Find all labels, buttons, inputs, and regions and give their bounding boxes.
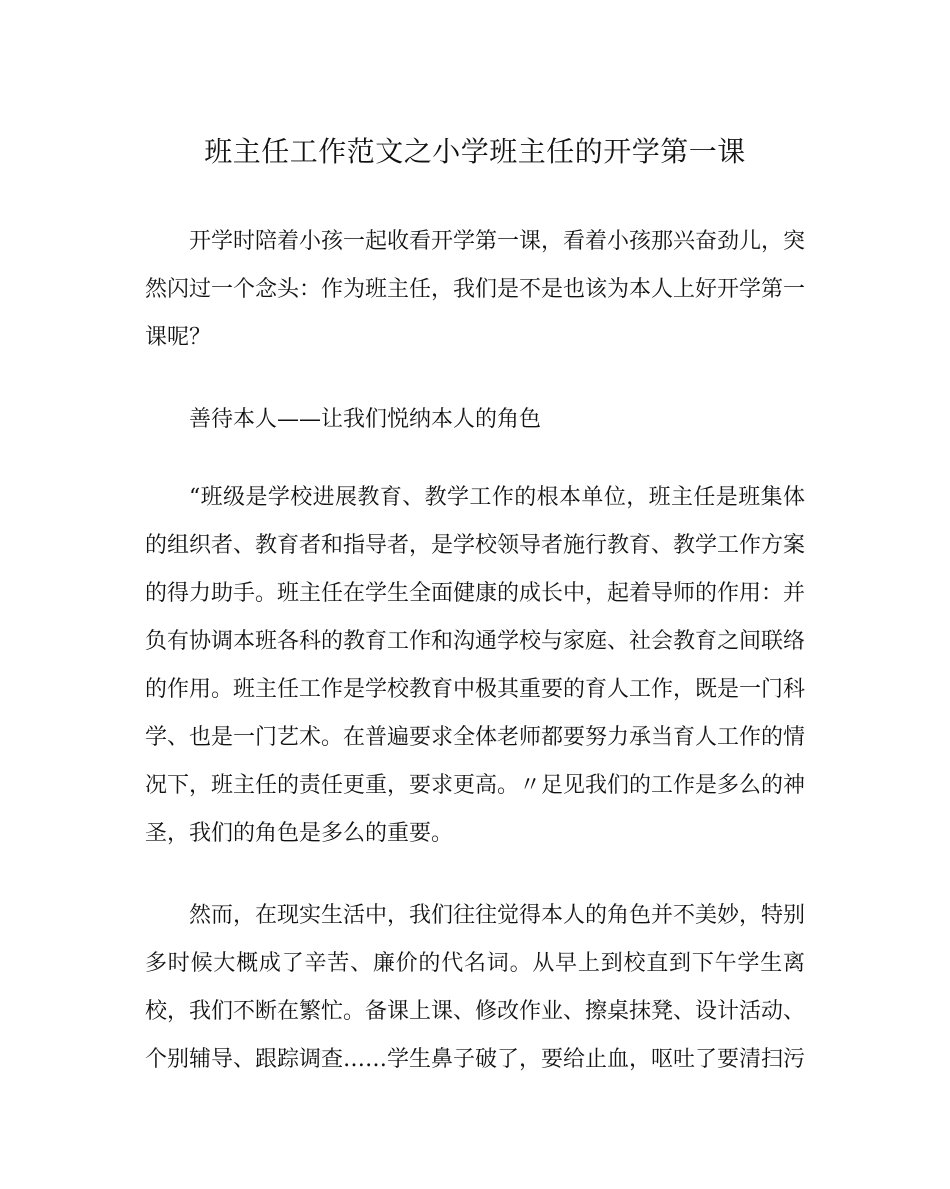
paragraph-quote: “班级是学校进展教育、教学工作的根本单位，班主任是班集体的组织者、教育者和指导者，是学校领导者施行教育、教学工作方案的得力助手。班主任在学生全面健康的成长中，起着导师的作用：并负有协调本班各科的教育工作和沟通学校与家庭、社会教育之间联络的作用。班主任工作是学校教育中极其重要的育人工作，既是一门科学、也是一门艺术。在普遍要求全体老师都要努力承当育人工作的情况下，班主任的责任更重，要求更高。〃足见我们的工作是多么的神圣，我们的角色是多么的重要。 [145,485,806,846]
document-body [145,218,805,1118]
document-title: 班主任工作范文之小学班主任的开学第一课 [204,135,746,168]
section-heading: 善待本人——让我们悦纳本人的角色 [189,407,542,432]
paragraph-intro: 开学时陪着小孩一起收看开学第一课，看着小孩那兴奋劲儿，突然闪过一个念头：作为班主任，我们是不是也该为本人上好开学第一课呢？ [145,229,806,350]
paragraph-reality: 然而，在现实生活中，我们往往觉得本人的角色并不美妙，特别多时候大概成了辛苦、廉价的代名词。从早上到校直到下午学生离校，我们不断在繁忙。备课上课、修改作业、擦桌抹凳、设计活动、个别辅导、跟踪调查……学生鼻子破了，要给止血，呕吐了要清扫污 [145,903,806,1072]
